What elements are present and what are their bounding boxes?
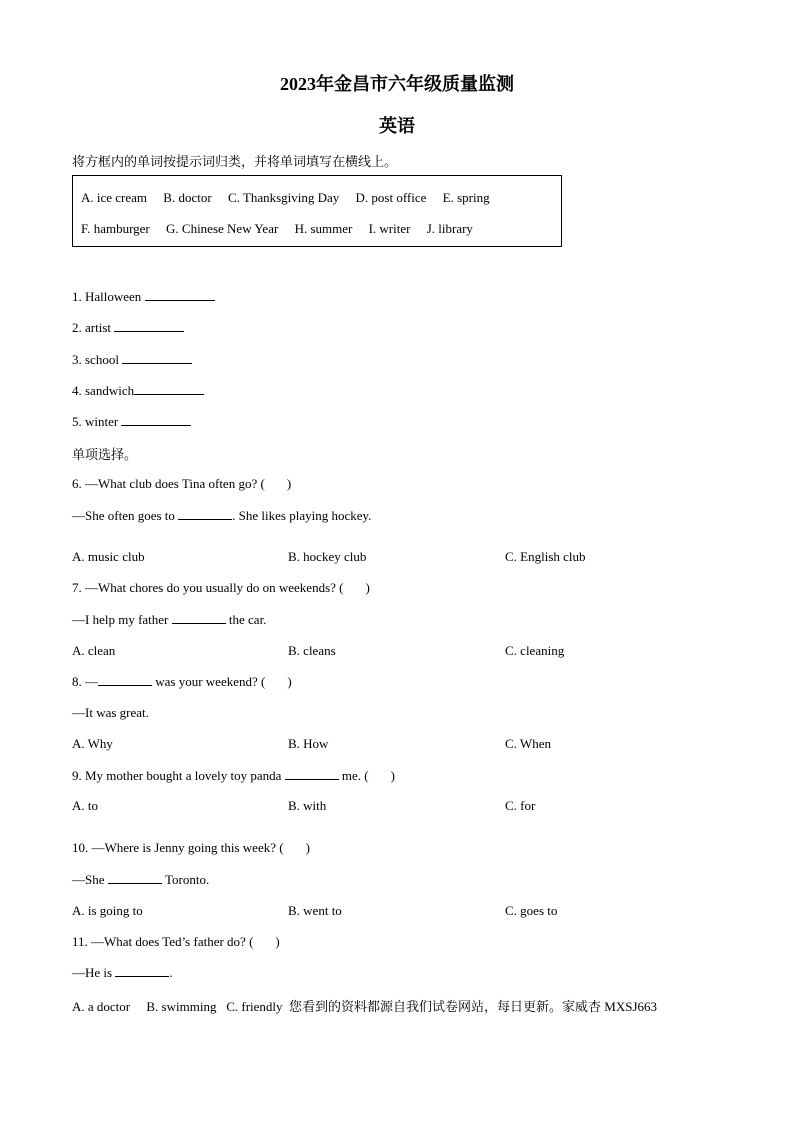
option-b[interactable]: B. went to <box>288 903 342 918</box>
word-option: D. post office <box>355 190 427 205</box>
option-a[interactable]: A. Why <box>72 736 113 751</box>
answer-blank[interactable] <box>145 290 215 301</box>
word-option: H. summer <box>294 221 353 236</box>
question-10-reply: —She Toronto. <box>72 872 210 887</box>
question-11-options <box>72 996 657 1015</box>
word-option: A. ice cream <box>81 190 148 205</box>
answer-blank[interactable] <box>134 384 204 395</box>
word-box-row-1 <box>81 190 503 206</box>
option-a[interactable]: A. a doctor <box>72 999 131 1014</box>
question-10: 10. —Where is Jenny going this week? ( ) <box>72 840 310 855</box>
subject-heading: 英语 <box>379 116 415 136</box>
answer-blank[interactable] <box>114 321 184 332</box>
option-a[interactable]: A. to <box>72 798 98 813</box>
question-6-reply: —She often goes to . She likes playing hockey. <box>72 508 372 523</box>
question-6: 6. —What club does Tina often go? ( ) <box>72 476 292 491</box>
answer-blank[interactable] <box>122 353 192 364</box>
option-a[interactable]: A. music club <box>72 549 145 564</box>
answer-blank[interactable] <box>115 966 169 977</box>
word-option: F. hamburger <box>81 221 150 236</box>
answer-blank[interactable] <box>285 769 339 780</box>
option-c[interactable]: C. cleaning <box>505 643 565 658</box>
word-box-row-2 <box>81 221 486 237</box>
category-item-5: 5. winter <box>72 414 191 430</box>
option-c[interactable]: C. English club <box>505 549 586 564</box>
question-9: 9. My mother bought a lovely toy panda me. ( ) <box>72 768 395 783</box>
category-item-2: 2. artist <box>72 320 184 336</box>
question-8: 8. — was your weekend? ( ) <box>72 674 292 689</box>
option-c[interactable]: C. friendly <box>226 999 283 1014</box>
category-item-1: 1. Halloween <box>72 289 215 305</box>
section2-instruction: 单项选择。 <box>72 447 138 462</box>
answer-blank[interactable] <box>172 613 226 624</box>
answer-blank[interactable] <box>98 675 152 686</box>
question-7: 7. —What chores do you usually do on weekends? ( ) <box>72 580 370 595</box>
site-note: 您看到的资料都源自我们试卷网站，每日更新。家威杏 MXSJ663 <box>289 999 658 1014</box>
section1-instruction: 将方框内的单词按提示词归类，并将单词填写在横线上。 <box>72 154 398 169</box>
answer-blank[interactable] <box>121 415 191 426</box>
question-7-reply: —I help my father the car. <box>72 612 267 627</box>
option-c[interactable]: C. When <box>505 736 551 751</box>
option-a[interactable]: A. clean <box>72 643 116 658</box>
word-option: J. library <box>426 221 473 236</box>
option-b[interactable]: B. cleans <box>288 643 336 658</box>
word-box <box>72 175 562 247</box>
answer-blank[interactable] <box>178 509 232 520</box>
option-c[interactable]: C. goes to <box>505 903 558 918</box>
word-option: C. Thanksgiving Day <box>227 190 340 205</box>
option-a[interactable]: A. is going to <box>72 903 143 918</box>
option-b[interactable]: B. How <box>288 736 329 751</box>
category-item-4: 4. sandwich <box>72 383 204 399</box>
option-b[interactable]: B. hockey club <box>288 549 367 564</box>
question-11: 11. —What does Ted’s father do? ( ) <box>72 934 280 949</box>
question-8-reply: —It was great. <box>72 705 149 720</box>
option-b[interactable]: B. with <box>288 798 327 813</box>
word-option: G. Chinese New Year <box>166 221 279 236</box>
word-option: I. writer <box>368 221 411 236</box>
word-option: B. doctor <box>163 190 212 205</box>
answer-blank[interactable] <box>108 873 162 884</box>
page-title: 2023年金昌市六年级质量监测 <box>280 74 514 94</box>
option-b[interactable]: B. swimming <box>146 999 217 1014</box>
word-option: E. spring <box>442 190 490 205</box>
question-11-reply: —He is . <box>72 965 173 980</box>
category-item-3: 3. school <box>72 352 192 368</box>
option-c[interactable]: C. for <box>505 798 536 813</box>
